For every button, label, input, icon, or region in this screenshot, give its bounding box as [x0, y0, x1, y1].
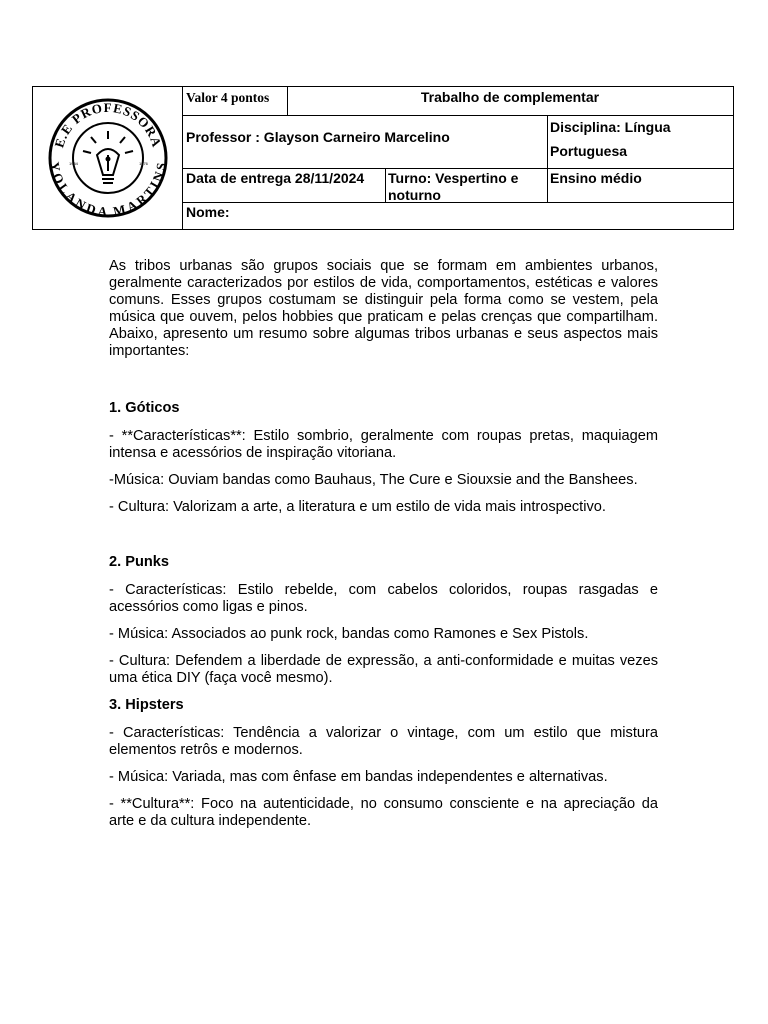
value-label: Valor 4 pontos: [186, 90, 270, 105]
intro-paragraph: As tribos urbanas são grupos sociais que se formam em ambientes urbanos, geralmente caracterizados por estilos de vida, comportamentos, estéticas e valores comuns. Esses grupos costumam se distinguir pela forma como se vestem, pela música que ouvem, pelos hobbies que praticam e pelas crenças que compartilham. Abaixo, apresento um resumo sobre algumas tribos urbanas e seus aspectos mais importantes:: [109, 258, 658, 359]
school-logo: [33, 87, 183, 229]
document-body: [109, 258, 658, 830]
section-item: -Música: Ouviam bandas como Bauhaus, The Cure e Siouxsie and the Banshees.: [109, 472, 638, 488]
school-seal-icon: [47, 97, 169, 219]
svg-text:E.E PROFESSORA: [51, 100, 164, 149]
shift-label: Turno: Vespertino e noturno: [388, 170, 519, 203]
logo-top-text: E.E PROFESSORA: [51, 99, 165, 150]
document-title: Trabalho de complementar: [420, 89, 600, 105]
section-item: - Características: Estilo rebelde, com cabelos coloridos, roupas rasgadas e acessórios como ligas e pinos.: [109, 582, 658, 615]
logo-year-left: 1954: [69, 161, 78, 166]
logo-year-right: 1976: [139, 161, 148, 166]
logo-bottom-text: YOLANDA MARTINS: [47, 160, 169, 219]
header-table: [32, 86, 734, 230]
section-heading: 1. Góticos: [109, 400, 180, 416]
name-field-label: Nome:: [186, 204, 230, 220]
section-item: - Música: Variada, mas com ênfase em bandas independentes e alternativas.: [109, 769, 608, 785]
subject-label: Disciplina: Língua Portuguesa: [550, 119, 671, 159]
level-label: Ensino médio: [550, 170, 642, 186]
section-item: - **Características**: Estilo sombrio, geralmente com roupas pretas, maquiagem intensa e acessórios de inspiração vitoriana.: [109, 428, 658, 461]
section-heading: 3. Hipsters: [109, 697, 184, 713]
section-item: - Música: Associados ao punk rock, bandas como Ramones e Sex Pistols.: [109, 626, 589, 642]
section-item: - Cultura: Defendem a liberdade de expressão, a anti-conformidade e muitas vezes uma ética DIY (faça você mesmo).: [109, 653, 658, 686]
section-heading: 2. Punks: [109, 554, 170, 570]
section-item: - **Cultura**: Foco na autenticidade, no consumo consciente e na apreciação da arte e da cultura independente.: [109, 796, 658, 829]
section-item: - Características: Tendência a valorizar o vintage, com um estilo que mistura elementos retrôs e modernos.: [109, 725, 658, 758]
due-date-label: Data de entrega 28/11/2024: [186, 170, 365, 186]
section-item: - Cultura: Valorizam a arte, a literatura e um estilo de vida mais introspectivo.: [109, 499, 606, 515]
teacher-label: Professor : Glayson Carneiro Marcelino: [186, 129, 450, 145]
